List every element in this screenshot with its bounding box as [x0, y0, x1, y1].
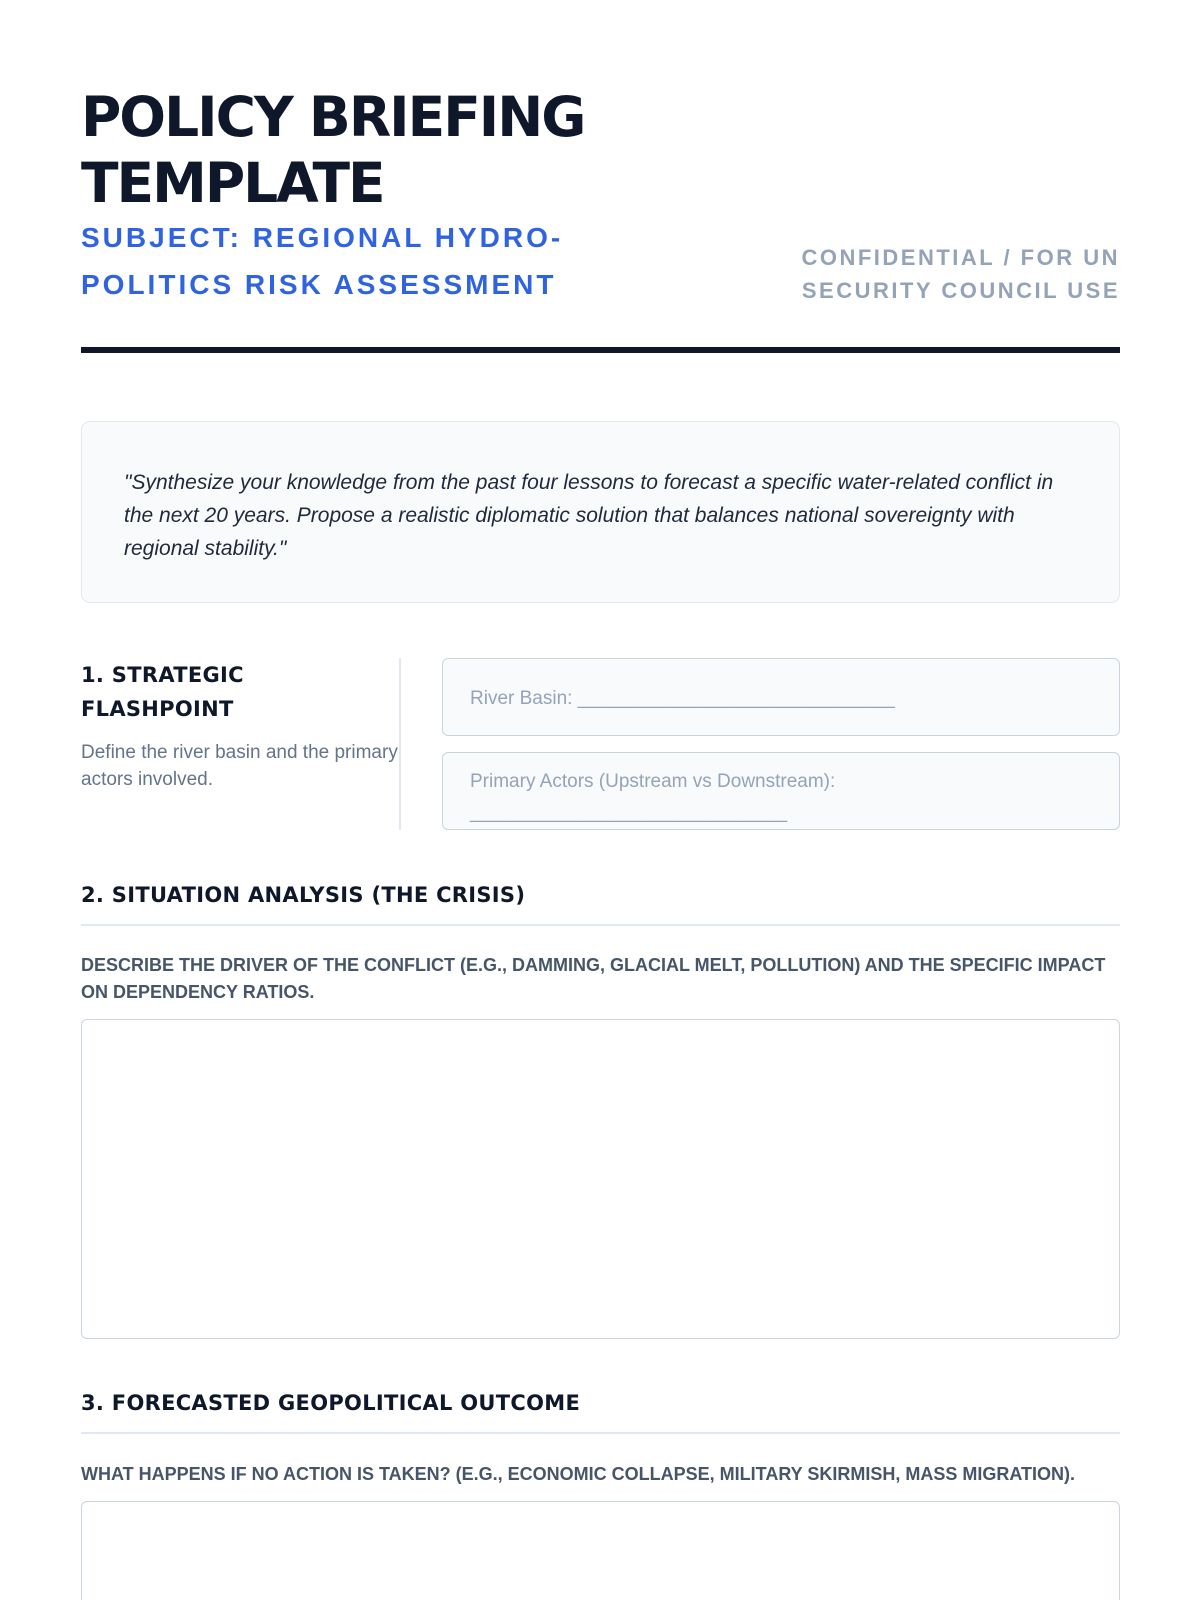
section-2-instructions: DESCRIBE THE DRIVER OF THE CONFLICT (E.G., DAMMING, GLACIAL MELT, POLLUTION) AND THE SPECIFIC IMPACT ON DEPENDENCY RATIOS. — [81, 955, 1106, 1002]
header-divider — [81, 347, 1120, 353]
assignment-prompt-text: "Synthesize your knowledge from the past four lessons to forecast a specific water-related conflict in the next 20 years. Propose a realistic diplomatic solution that balances national sovereignty with regional stability." — [124, 471, 1054, 560]
section-strategic-flashpoint — [81, 658, 401, 793]
section-1-divider — [399, 658, 401, 830]
classification-label: CONFIDENTIAL / FOR UN SECURITY COUNCIL USE — [801, 245, 1120, 303]
section-3-title: 3. FORECASTED GEOPOLITICAL OUTCOME — [81, 1391, 581, 1415]
geopolitical-outcome-textarea[interactable] — [81, 1501, 1120, 1600]
primary-actors-field[interactable]: Primary Actors (Upstream vs Downstream): ______________________________ — [442, 752, 1120, 830]
page-title: POLICY BRIEFING TEMPLATE — [81, 85, 585, 215]
section-2-divider — [81, 924, 1120, 926]
section-2-title: 2. SITUATION ANALYSIS (THE CRISIS) — [81, 883, 526, 907]
situation-analysis-textarea[interactable] — [81, 1019, 1120, 1339]
document-subject: SUBJECT: REGIONAL HYDRO-POLITICS RISK ASSESSMENT — [81, 222, 564, 300]
policy-briefing-page — [81, 0, 1120, 1600]
section-1-title: 1. STRATEGIC FLASHPOINT — [81, 663, 244, 721]
section-1-description: Define the river basin and the primary actors involved. — [81, 742, 398, 790]
section-3-instructions: WHAT HAPPENS IF NO ACTION IS TAKEN? (E.G., ECONOMIC COLLAPSE, MILITARY SKIRMISH, MASS MIGRATION). — [81, 1464, 1075, 1484]
document-header — [81, 0, 1120, 356]
assignment-prompt-box — [81, 421, 1120, 603]
section-3-divider — [81, 1432, 1120, 1434]
river-basin-field[interactable]: River Basin: ______________________________ — [442, 658, 1120, 736]
